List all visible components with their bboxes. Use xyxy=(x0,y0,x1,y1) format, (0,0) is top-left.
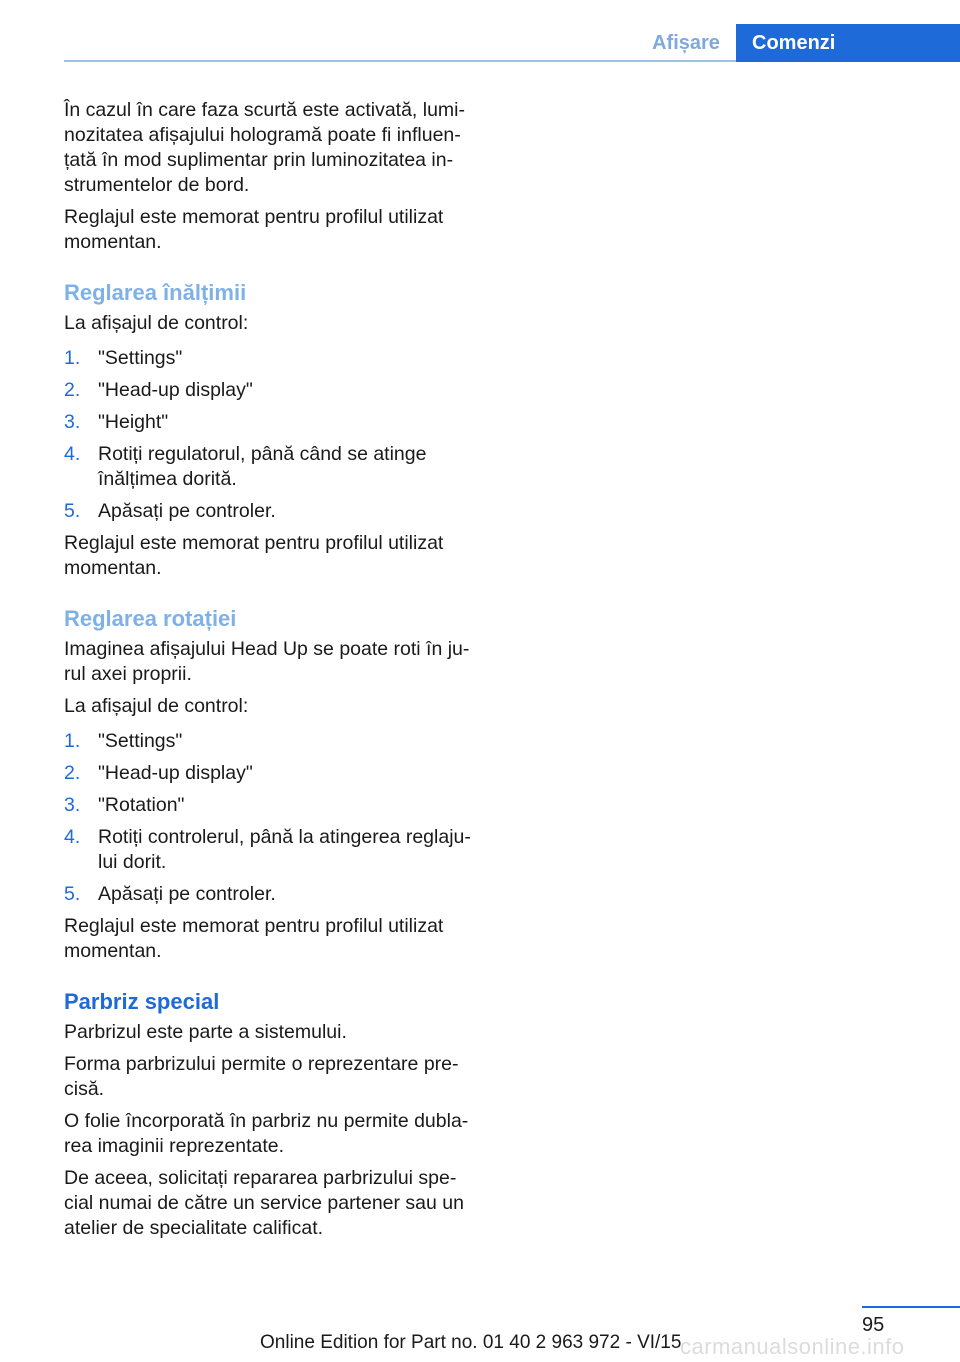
page-content xyxy=(64,98,480,1248)
section-heading-height: Reglarea înălțimii xyxy=(64,280,247,305)
step-text: "Height" xyxy=(98,411,169,433)
step-text: Apăsați pe controler. xyxy=(98,500,276,522)
list-item xyxy=(64,499,480,524)
step-number: 1. xyxy=(64,730,81,752)
step-text: "Head-up display" xyxy=(98,762,253,784)
edition-footer: Online Edition for Part no. 01 40 2 963 972 - VI/15 xyxy=(260,1332,682,1353)
paragraph: De aceea, solicitați repararea parbrizului spe-cial numai de către un service partener sau un atelier de specialitate calificat. xyxy=(64,1167,464,1239)
page-number: 95 xyxy=(862,1314,885,1336)
paragraph: O folie încorporată în parbriz nu permite dubla-rea imaginii reprezentate. xyxy=(64,1110,469,1157)
step-text: Rotiți regulatorul, până când se atinge înălțimea dorită. xyxy=(98,443,427,490)
paragraph: Parbrizul este parte a sistemului. xyxy=(64,1021,347,1043)
paragraph: Reglajul este memorat pentru profilul utilizat momentan. xyxy=(64,915,444,962)
step-number: 3. xyxy=(64,411,81,433)
section-heading-rotation: Reglarea rotației xyxy=(64,606,237,631)
list-item xyxy=(64,825,480,875)
paragraph: La afișajul de control: xyxy=(64,695,249,717)
step-number: 4. xyxy=(64,826,81,848)
step-number: 5. xyxy=(64,883,81,905)
list-item xyxy=(64,442,480,492)
step-text: "Settings" xyxy=(98,730,183,752)
step-number: 2. xyxy=(64,379,81,401)
steps-list-height xyxy=(64,346,480,524)
paragraph: Reglajul este memorat pentru profilul utilizat momentan. xyxy=(64,206,444,253)
section-heading-windshield: Parbriz special xyxy=(64,989,220,1014)
tab-comenzi[interactable]: Comenzi xyxy=(736,24,960,62)
step-text: Apăsați pe controler. xyxy=(98,883,276,905)
step-number: 1. xyxy=(64,347,81,369)
paragraph: În cazul în care faza scurtă este activată, lumi-nozitatea afișajului hologramă poate fi influen-țată în mod suplimentar prin luminozitatea in-strumentelor de bord. xyxy=(64,99,466,196)
list-item xyxy=(64,761,480,786)
step-number: 5. xyxy=(64,500,81,522)
step-text: "Head-up display" xyxy=(98,379,253,401)
paragraph: Forma parbrizului permite o reprezentare pre-cisă. xyxy=(64,1053,459,1100)
tab-afisare[interactable]: Afișare xyxy=(652,32,720,54)
paragraph: Imaginea afișajului Head Up se poate roti în ju-rul axei proprii. xyxy=(64,638,470,685)
step-number: 4. xyxy=(64,443,81,465)
list-item xyxy=(64,378,480,403)
list-item xyxy=(64,410,480,435)
list-item xyxy=(64,882,480,907)
step-text: "Rotation" xyxy=(98,794,185,816)
step-number: 2. xyxy=(64,762,81,784)
page-number-rule xyxy=(862,1306,960,1308)
list-item xyxy=(64,346,480,371)
list-item xyxy=(64,793,480,818)
paragraph: La afișajul de control: xyxy=(64,312,249,334)
step-text: "Settings" xyxy=(98,347,183,369)
step-text: Rotiți controlerul, până la atingerea reglaju-lui dorit. xyxy=(98,826,471,873)
step-number: 3. xyxy=(64,794,81,816)
list-item xyxy=(64,729,480,754)
watermark: carmanualsonline.info xyxy=(680,1334,905,1359)
paragraph: Reglajul este memorat pentru profilul utilizat momentan. xyxy=(64,532,444,579)
steps-list-rotation xyxy=(64,729,480,907)
